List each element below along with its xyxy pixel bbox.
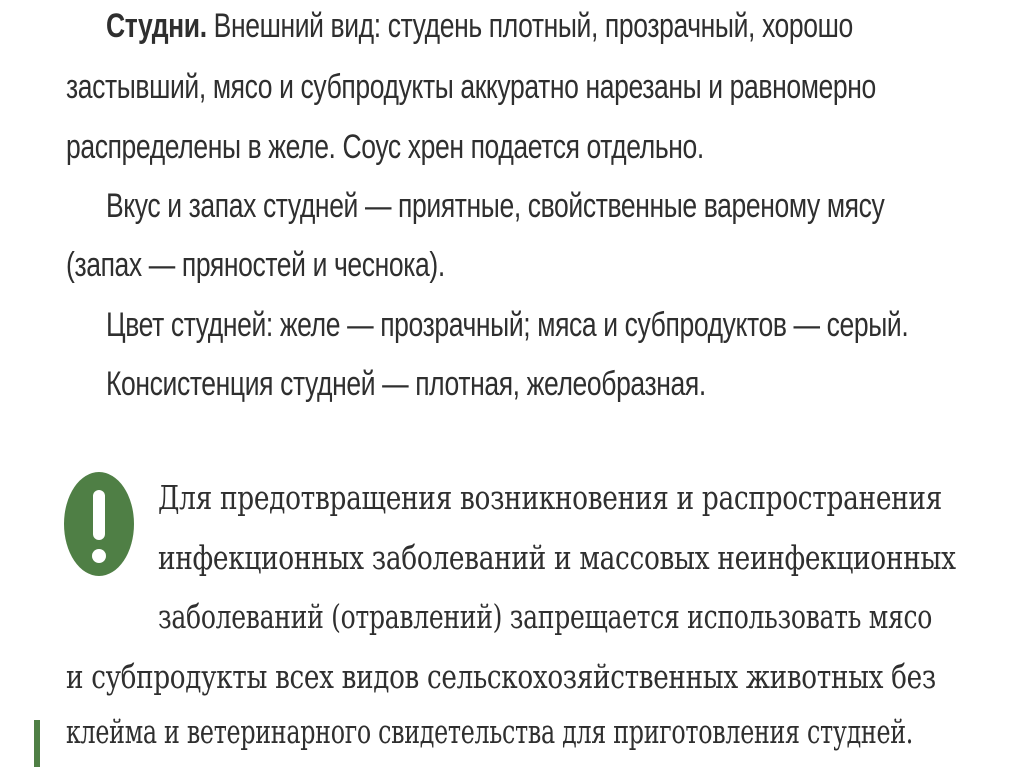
paragraph-line-1	[106, 6, 853, 46]
paragraph-line-1-text: Внешний вид: студень плотный, прозрачный, хорошо	[206, 7, 853, 45]
accent-bar	[34, 720, 40, 767]
warning-line-1: Для предотвращения возникновения и распространения	[158, 478, 943, 517]
exclamation-dot	[92, 549, 106, 563]
warning-line-2: инфекционных заболеваний и массовых неинфекционных	[158, 538, 956, 577]
warning-line-5: клейма и ветеринарного свидетельства для приготовления студней.	[66, 712, 914, 751]
paragraph-line-2: застывший, мясо и субпродукты аккуратно нарезаны и равномерно	[66, 68, 876, 106]
warning-line-4: и субпродукты всех видов сельскохозяйственных животных без	[66, 657, 936, 696]
paragraph-line-6: Цвет студней: желе — прозрачный; мяса и субпродуктов — серый.	[106, 306, 909, 344]
paragraph-line-7: Консистенция студней — плотная, желеобразная.	[106, 365, 706, 403]
warning-line-3: заболеваний (отравлений) запрещается использовать мясо	[158, 597, 933, 636]
heading-studni: Студни.	[106, 7, 207, 45]
paragraph-line-5: (запах — пряностей и чеснока).	[66, 246, 445, 284]
exclamation-bar	[93, 490, 105, 540]
paragraph-line-3: распределены в желе. Соус хрен подается отдельно.	[66, 128, 704, 166]
exclamation-icon	[64, 472, 134, 576]
paragraph-line-4: Вкус и запах студней — приятные, свойственные вареному мясу	[106, 187, 885, 225]
